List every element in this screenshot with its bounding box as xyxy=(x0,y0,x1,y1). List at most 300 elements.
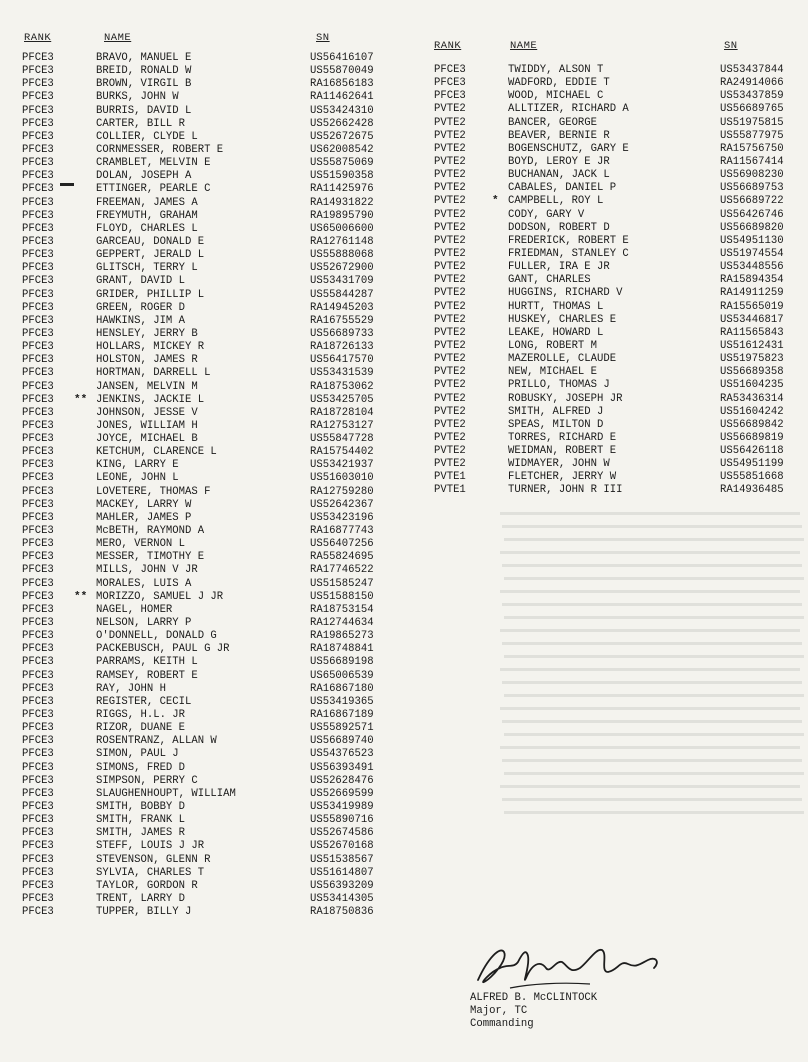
sn-cell: US56407256 xyxy=(310,538,374,551)
left-roster-row xyxy=(0,551,808,564)
rank-cell: PVTE2 xyxy=(434,366,466,379)
name-cell: SIMON, PAUL J xyxy=(96,748,179,761)
rank-cell: PFCE3 xyxy=(22,235,54,248)
rank-cell: PFCE3 xyxy=(22,262,54,275)
right-roster-row xyxy=(0,195,808,208)
sn-cell: US55851668 xyxy=(720,471,784,484)
rank-cell: PFCE3 xyxy=(434,90,466,103)
name-cell: LEAKE, HOWARD L xyxy=(508,326,604,339)
sn-cell: RA18726133 xyxy=(310,341,374,354)
right-roster-row xyxy=(0,117,808,130)
rank-cell: PVTE2 xyxy=(434,339,466,352)
asterisk-mark: ** xyxy=(74,590,88,603)
name-cell: BOGENSCHUTZ, GARY E xyxy=(508,142,629,155)
name-cell: WEIDMAN, ROBERT E xyxy=(508,445,617,458)
name-cell: SMITH, BOBBY D xyxy=(96,800,186,813)
right-roster-row xyxy=(0,393,808,406)
name-cell: SLAUGHENHOUPT, WILLIAM xyxy=(96,787,236,800)
right-roster-row xyxy=(0,379,808,392)
asterisk-mark: ** xyxy=(74,393,88,406)
left-roster-row xyxy=(0,604,808,617)
rank-cell: PFCE3 xyxy=(22,472,54,485)
signer-title: Commanding xyxy=(470,1018,534,1030)
sn-cell: US52669599 xyxy=(310,787,374,800)
name-cell: JENKINS, JACKIE L xyxy=(96,393,205,406)
left-roster-row xyxy=(0,722,808,735)
sn-cell: RA14936485 xyxy=(720,484,784,497)
right-roster-row xyxy=(0,209,808,222)
name-cell: TUPPER, BILLY J xyxy=(96,906,192,919)
name-cell: LONG, ROBERT M xyxy=(508,339,598,352)
left-roster-row xyxy=(0,827,808,840)
right-roster-row xyxy=(0,419,808,432)
rank-cell: PVTE2 xyxy=(434,247,466,260)
name-cell: HUSKEY, CHARLES E xyxy=(508,313,617,326)
rank-cell: PFCE3 xyxy=(22,525,54,538)
name-cell: NAGEL, HOMER xyxy=(96,603,173,616)
name-cell: CAMPBELL, ROY L xyxy=(508,195,604,208)
sn-cell: US56689358 xyxy=(720,366,784,379)
right-roster-row xyxy=(0,248,808,261)
sn-cell: US56393491 xyxy=(310,761,374,774)
left-roster-row xyxy=(0,683,808,696)
name-cell: TWIDDY, ALSON T xyxy=(508,64,604,76)
name-cell: SPEAS, MILTON D xyxy=(508,418,604,431)
right-roster-row xyxy=(0,130,808,143)
right-header-name: NAME xyxy=(510,40,538,52)
name-cell: KING, LARRY E xyxy=(96,459,179,472)
handwritten-signature xyxy=(470,938,670,998)
left-roster-row xyxy=(0,801,808,814)
rank-cell: PFCE3 xyxy=(22,222,54,235)
rank-cell: PVTE2 xyxy=(434,261,466,274)
left-roster-row xyxy=(0,762,808,775)
sn-cell: US56426118 xyxy=(720,445,784,458)
rank-cell: PFCE3 xyxy=(22,157,54,170)
rank-cell: PFCE3 xyxy=(22,419,54,432)
name-cell: SIMPSON, PERRY C xyxy=(96,774,198,787)
right-header-sn: SN xyxy=(724,40,738,52)
sn-cell: US56689820 xyxy=(720,221,784,234)
left-roster-row xyxy=(0,643,808,656)
name-cell: HENSLEY, JERRY B xyxy=(96,327,198,340)
right-header-rank: RANK xyxy=(434,40,462,52)
right-roster-row xyxy=(0,458,808,471)
right-roster-row xyxy=(0,287,808,300)
name-cell: GRANT, DAVID L xyxy=(96,275,186,288)
sn-cell: RA18748841 xyxy=(310,643,374,656)
rank-cell: PFCE3 xyxy=(22,748,54,761)
sn-cell: US51604242 xyxy=(720,405,784,418)
name-cell: HORTMAN, DARRELL L xyxy=(96,367,211,380)
rank-cell: PVTE2 xyxy=(434,221,466,234)
sn-cell: US56908230 xyxy=(720,169,784,182)
rank-cell: PFCE3 xyxy=(22,840,54,853)
sn-cell: US65006600 xyxy=(310,222,374,235)
name-cell: CABALES, DANIEL P xyxy=(508,182,617,195)
name-cell: FREDERICK, ROBERT E xyxy=(508,234,629,247)
rank-cell: PFCE3 xyxy=(22,564,54,577)
sn-cell: US62008542 xyxy=(310,143,374,156)
rank-cell: PFCE3 xyxy=(22,853,54,866)
name-cell: GLITSCH, TERRY L xyxy=(96,262,198,275)
rank-cell: PVTE2 xyxy=(434,103,466,116)
rank-cell: PFCE3 xyxy=(22,538,54,551)
sn-cell: RA16877743 xyxy=(310,525,374,538)
name-cell: PACKEBUSCH, PAUL G JR xyxy=(96,643,230,656)
rank-cell: PVTE1 xyxy=(434,484,466,497)
sn-cell: US51975823 xyxy=(720,353,784,366)
sn-cell: US54376523 xyxy=(310,748,374,761)
rank-cell: PFCE3 xyxy=(22,735,54,748)
left-roster-row xyxy=(0,630,808,643)
rank-cell: PVTE2 xyxy=(434,431,466,444)
name-cell: BURRIS, DAVID L xyxy=(96,104,192,117)
name-cell: JANSEN, MELVIN M xyxy=(96,380,198,393)
name-cell: McBETH, RAYMOND A xyxy=(96,525,205,538)
name-cell: ROBUSKY, JOSEPH JR xyxy=(508,392,623,405)
name-cell: FREYMUTH, GRAHAM xyxy=(96,209,198,222)
name-cell: BREID, RONALD W xyxy=(96,65,192,78)
right-roster-row xyxy=(0,103,808,116)
sn-cell: US51974554 xyxy=(720,247,784,260)
signer-rank: Major, TC xyxy=(470,1005,528,1017)
name-cell: RIZOR, DUANE E xyxy=(96,722,186,735)
sn-cell: US56426746 xyxy=(720,208,784,221)
left-roster-row xyxy=(0,867,808,880)
left-roster-row xyxy=(0,840,808,853)
sn-cell: US51612431 xyxy=(720,339,784,352)
rank-cell: PVTE2 xyxy=(434,418,466,431)
sn-cell: US53431709 xyxy=(310,275,374,288)
sn-cell: RA12744634 xyxy=(310,617,374,630)
rank-cell: PVTE2 xyxy=(434,169,466,182)
left-roster-row xyxy=(0,696,808,709)
rank-cell: PVTE2 xyxy=(434,313,466,326)
name-cell: FLETCHER, JERRY W xyxy=(508,471,617,484)
rank-cell: PFCE3 xyxy=(22,275,54,288)
sn-cell: RA15565019 xyxy=(720,300,784,313)
name-cell: BURKS, JOHN W xyxy=(96,91,179,104)
rank-cell: PFCE3 xyxy=(434,64,466,76)
sn-cell: RA12753127 xyxy=(310,419,374,432)
right-roster-row xyxy=(0,366,808,379)
name-cell: CRAMBLET, MELVIN E xyxy=(96,157,211,170)
name-cell: WIDMAYER, JOHN W xyxy=(508,458,610,471)
sn-cell: RA18753154 xyxy=(310,603,374,616)
sn-cell: RA15894354 xyxy=(720,274,784,287)
rank-cell: PFCE3 xyxy=(22,249,54,262)
right-roster-row xyxy=(0,327,808,340)
sn-cell: RA24914066 xyxy=(720,77,784,90)
left-roster-row xyxy=(0,564,808,577)
rank-cell: PFCE3 xyxy=(22,433,54,446)
right-roster-row xyxy=(0,64,808,77)
name-cell: MAZEROLLE, CLAUDE xyxy=(508,353,617,366)
name-cell: MORALES, LUIS A xyxy=(96,577,192,590)
rank-cell: PFCE3 xyxy=(22,866,54,879)
rank-cell: PFCE3 xyxy=(22,800,54,813)
sn-cell: US55888068 xyxy=(310,249,374,262)
rank-cell: PFCE3 xyxy=(22,130,54,143)
rank-cell: PFCE3 xyxy=(22,65,54,78)
name-cell: GRIDER, PHILLIP L xyxy=(96,288,205,301)
name-cell: GARCEAU, DONALD E xyxy=(96,235,205,248)
left-roster-row xyxy=(0,512,808,525)
sn-cell: US51614807 xyxy=(310,866,374,879)
sn-cell: RA55824695 xyxy=(310,551,374,564)
left-roster-row xyxy=(0,735,808,748)
sn-cell: RA15756750 xyxy=(720,142,784,155)
sn-cell: US52672675 xyxy=(310,130,374,143)
rank-cell: PFCE3 xyxy=(22,630,54,643)
right-roster-row xyxy=(0,156,808,169)
sn-cell: RA16867180 xyxy=(310,682,374,695)
right-roster-row xyxy=(0,471,808,484)
sn-cell: RA17746522 xyxy=(310,564,374,577)
name-cell: RAY, JOHN H xyxy=(96,682,166,695)
sn-cell: US52642367 xyxy=(310,498,374,511)
name-cell: BEAVER, BERNIE R xyxy=(508,129,610,142)
rank-cell: PFCE3 xyxy=(22,656,54,669)
rank-cell: PFCE3 xyxy=(22,367,54,380)
left-roster-row xyxy=(0,814,808,827)
name-cell: TORRES, RICHARD E xyxy=(508,431,617,444)
left-header-name: NAME xyxy=(104,32,132,44)
rank-cell: PVTE2 xyxy=(434,392,466,405)
rank-cell: PFCE3 xyxy=(22,774,54,787)
rank-cell: PFCE3 xyxy=(22,459,54,472)
name-cell: SMITH, FRANK L xyxy=(96,814,186,827)
rank-cell: PFCE3 xyxy=(22,314,54,327)
rank-cell: PFCE3 xyxy=(22,879,54,892)
rank-cell: PVTE2 xyxy=(434,379,466,392)
right-roster-row xyxy=(0,77,808,90)
right-roster-row xyxy=(0,484,808,497)
name-cell: TAYLOR, GORDON R xyxy=(96,879,198,892)
name-cell: REGISTER, CECIL xyxy=(96,695,192,708)
sn-cell: US53431539 xyxy=(310,367,374,380)
sn-cell: US53419989 xyxy=(310,800,374,813)
right-roster-row xyxy=(0,182,808,195)
rank-cell: PFCE3 xyxy=(22,577,54,590)
name-cell: BANCER, GEORGE xyxy=(508,116,598,129)
rank-cell: PFCE3 xyxy=(22,682,54,695)
name-cell: PARRAMS, KEITH L xyxy=(96,656,198,669)
sn-cell: RA16867189 xyxy=(310,709,374,721)
rank-cell: PVTE2 xyxy=(434,445,466,458)
rank-cell: PFCE3 xyxy=(22,761,54,774)
sn-cell: US56689819 xyxy=(720,431,784,444)
sn-cell: RA14931822 xyxy=(310,196,374,209)
name-cell: DOLAN, JOSEPH A xyxy=(96,170,192,183)
left-roster-row xyxy=(0,880,808,893)
name-cell: ROSENTRANZ, ALLAN W xyxy=(96,735,217,748)
left-roster-row xyxy=(0,525,808,538)
sn-cell: RA18753062 xyxy=(310,380,374,393)
left-roster-row xyxy=(0,656,808,669)
name-cell: RAMSEY, ROBERT E xyxy=(96,669,198,682)
sn-cell: US65006539 xyxy=(310,669,374,682)
rank-cell: PFCE3 xyxy=(22,603,54,616)
right-roster-row xyxy=(0,406,808,419)
rank-cell: PFCE3 xyxy=(22,209,54,222)
rank-cell: PFCE3 xyxy=(22,117,54,130)
sn-cell: US51585247 xyxy=(310,577,374,590)
name-cell: ALLTIZER, RICHARD A xyxy=(508,103,629,116)
rank-cell: PVTE2 xyxy=(434,274,466,287)
rank-cell: PFCE3 xyxy=(434,77,466,90)
rank-cell: PFCE3 xyxy=(22,170,54,183)
sn-cell: US55892571 xyxy=(310,722,374,735)
sn-cell: US52662428 xyxy=(310,117,374,130)
rank-cell: PFCE3 xyxy=(22,590,54,603)
name-cell: BROWN, VIRGIL B xyxy=(96,78,192,91)
sn-cell: US56416107 xyxy=(310,52,374,64)
sn-cell: US53423196 xyxy=(310,511,374,524)
left-header-sn: SN xyxy=(316,32,330,44)
right-roster-row xyxy=(0,169,808,182)
right-roster-row xyxy=(0,314,808,327)
sn-cell: RA11462641 xyxy=(310,91,374,104)
sn-cell: US55890716 xyxy=(310,814,374,827)
name-cell: NEW, MICHAEL E xyxy=(508,366,598,379)
rank-cell: PVTE2 xyxy=(434,142,466,155)
sn-cell: US53424310 xyxy=(310,104,374,117)
sn-cell: RA11567414 xyxy=(720,155,784,168)
signer-name: ALFRED B. McCLINTOCK xyxy=(470,992,598,1004)
name-cell: MORIZZO, SAMUEL J JR xyxy=(96,590,224,603)
sn-cell: RA14945203 xyxy=(310,301,374,314)
left-roster-row xyxy=(0,617,808,630)
rank-cell: PVTE2 xyxy=(434,182,466,195)
rank-cell: PVTE2 xyxy=(434,326,466,339)
left-roster-row xyxy=(0,788,808,801)
right-roster-row xyxy=(0,340,808,353)
sn-cell: RA16856183 xyxy=(310,78,374,91)
left-roster-row xyxy=(0,709,808,722)
left-roster-row xyxy=(0,670,808,683)
rank-cell: PFCE3 xyxy=(22,143,54,156)
sn-cell: US56689753 xyxy=(720,182,784,195)
name-cell: TRENT, LARRY D xyxy=(96,892,186,905)
name-cell: WADFORD, EDDIE T xyxy=(508,77,610,90)
rank-cell: PFCE3 xyxy=(22,52,54,64)
name-cell: HAWKINS, JIM A xyxy=(96,314,186,327)
sn-cell: US51975815 xyxy=(720,116,784,129)
rank-cell: PFCE3 xyxy=(22,511,54,524)
left-roster-row xyxy=(0,893,808,906)
rank-cell: PVTE2 xyxy=(434,129,466,142)
asterisk-mark: * xyxy=(492,195,499,208)
name-cell: GREEN, ROGER D xyxy=(96,301,186,314)
sn-cell: US51604235 xyxy=(720,379,784,392)
name-cell: LEONE, JOHN L xyxy=(96,472,179,485)
name-cell: MAHLER, JAMES P xyxy=(96,511,192,524)
rank-cell: PFCE3 xyxy=(22,78,54,91)
name-cell: BRAVO, MANUEL E xyxy=(96,52,192,64)
sn-cell: RA14911259 xyxy=(720,287,784,300)
left-roster-row xyxy=(0,854,808,867)
sn-cell: US54951199 xyxy=(720,458,784,471)
name-cell: SIMONS, FRED D xyxy=(96,761,186,774)
sn-cell: US56689733 xyxy=(310,327,374,340)
rank-cell: PFCE3 xyxy=(22,393,54,406)
name-cell: MESSER, TIMOTHY E xyxy=(96,551,205,564)
rank-cell: PFCE3 xyxy=(22,787,54,800)
sn-cell: US53437844 xyxy=(720,64,784,76)
name-cell: STEFF, LOUIS J JR xyxy=(96,840,205,853)
sn-cell: US53414305 xyxy=(310,892,374,905)
name-cell: JONES, WILLIAM H xyxy=(96,419,198,432)
name-cell: JOHNSON, JESSE V xyxy=(96,406,198,419)
sn-cell: US53446817 xyxy=(720,313,784,326)
rank-cell: PFCE3 xyxy=(22,892,54,905)
rank-cell: PVTE2 xyxy=(434,405,466,418)
sn-cell: RA19895790 xyxy=(310,209,374,222)
sn-cell: US51588150 xyxy=(310,590,374,603)
name-cell: BUCHANAN, JACK L xyxy=(508,169,610,182)
rank-cell: PVTE2 xyxy=(434,353,466,366)
name-cell: DODSON, ROBERT D xyxy=(508,221,610,234)
rank-cell: PVTE1 xyxy=(434,471,466,484)
sn-cell: US53437859 xyxy=(720,90,784,103)
sn-cell: RA53436314 xyxy=(720,392,784,405)
sn-cell: US52672900 xyxy=(310,262,374,275)
sn-cell: US55877975 xyxy=(720,129,784,142)
left-roster-row xyxy=(0,578,808,591)
sn-cell: US56689722 xyxy=(720,195,784,208)
right-roster-row xyxy=(0,222,808,235)
rank-cell: PFCE3 xyxy=(22,617,54,630)
sn-cell: US51538567 xyxy=(310,853,374,866)
name-cell: NELSON, LARRY P xyxy=(96,617,192,630)
left-roster-row xyxy=(0,499,808,512)
right-roster-row xyxy=(0,235,808,248)
name-cell: COLLIER, CLYDE L xyxy=(96,130,198,143)
rank-cell: PFCE3 xyxy=(22,327,54,340)
sn-cell: US53421937 xyxy=(310,459,374,472)
name-cell: ETTINGER, PEARLE C xyxy=(96,183,211,196)
sn-cell: RA11565843 xyxy=(720,326,784,339)
left-header-rank: RANK xyxy=(24,32,52,44)
name-cell: CODY, GARY V xyxy=(508,208,585,221)
name-cell: O'DONNELL, DONALD G xyxy=(96,630,217,643)
left-roster-row xyxy=(0,775,808,788)
sn-cell: US56417570 xyxy=(310,354,374,367)
right-roster-row xyxy=(0,445,808,458)
sn-cell: RA19865273 xyxy=(310,630,374,643)
right-roster-row xyxy=(0,432,808,445)
rank-cell: PVTE2 xyxy=(434,116,466,129)
rank-cell: PVTE2 xyxy=(434,458,466,471)
rank-cell: PFCE3 xyxy=(22,669,54,682)
rank-cell: PVTE2 xyxy=(434,155,466,168)
right-roster-row xyxy=(0,353,808,366)
left-roster-row xyxy=(0,591,808,604)
rank-cell: PFCE3 xyxy=(22,91,54,104)
name-cell: TURNER, JOHN R III xyxy=(508,484,623,497)
rank-cell: PFCE3 xyxy=(22,301,54,314)
sn-cell: US55844287 xyxy=(310,288,374,301)
sn-cell: US56689740 xyxy=(310,735,374,748)
rank-cell: PFCE3 xyxy=(22,906,54,919)
rank-cell: PVTE2 xyxy=(434,208,466,221)
name-cell: CARTER, BILL R xyxy=(96,117,186,130)
rank-cell: PFCE3 xyxy=(22,354,54,367)
rank-cell: PFCE3 xyxy=(22,446,54,459)
name-cell: BOYD, LEROY E JR xyxy=(508,155,610,168)
